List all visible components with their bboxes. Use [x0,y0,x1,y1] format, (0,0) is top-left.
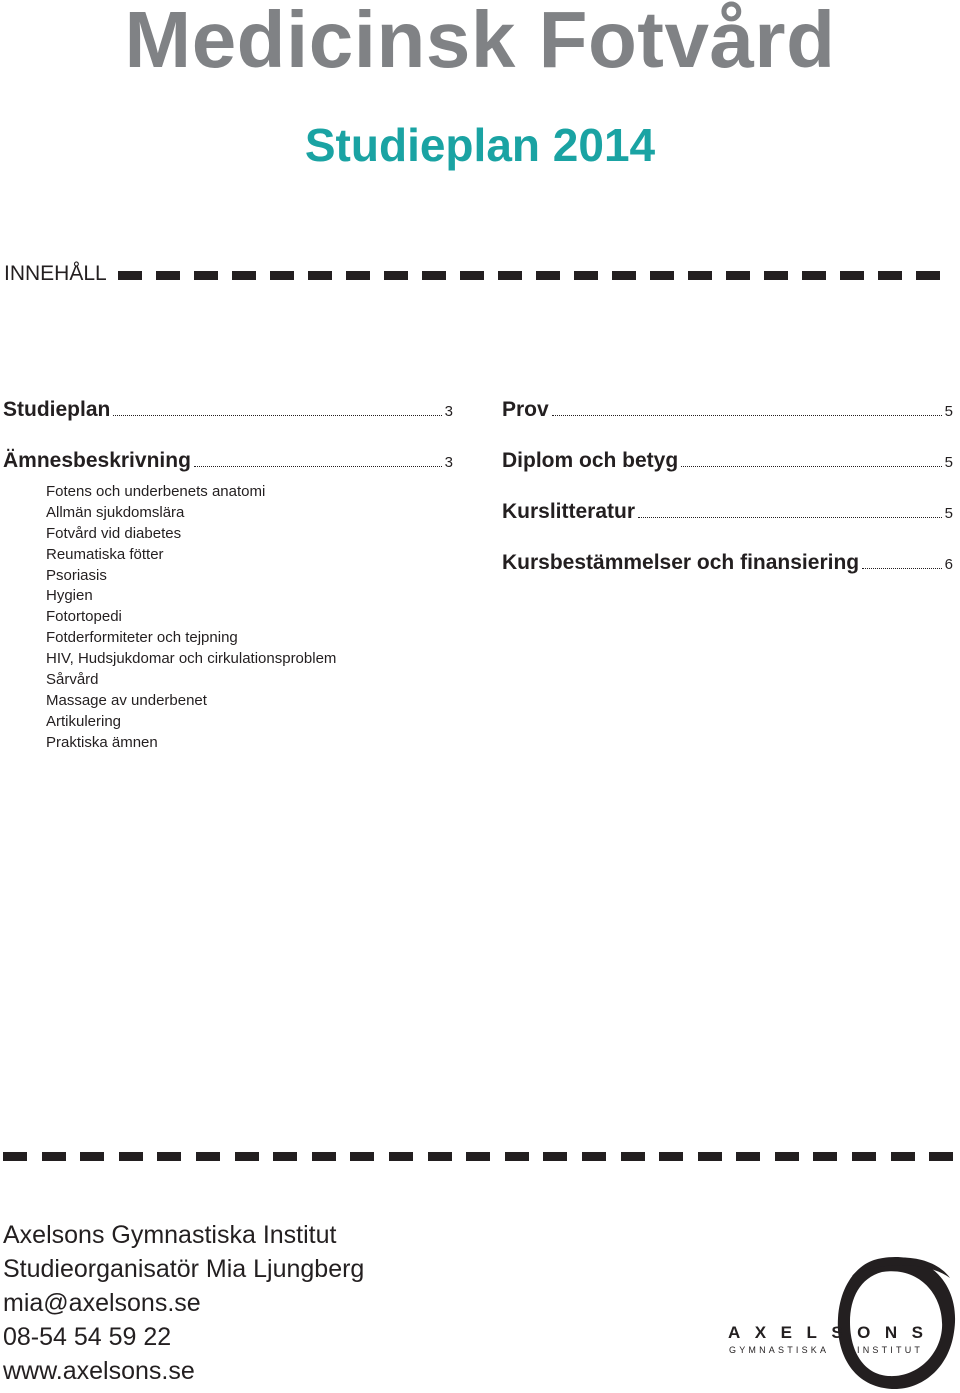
dash-segment [466,1152,490,1161]
toc-entry-diplom-och-betyg[interactable] [502,449,953,473]
dash-segment [460,271,484,280]
toc-leader-dots [862,568,942,569]
dash-segment [659,1152,683,1161]
dash-segment [232,271,256,280]
toc-subtopic[interactable]: Fotortopedi [46,608,122,626]
toc-subtopic[interactable]: Praktiska ämnen [46,733,158,751]
logo-wordmark [728,1323,938,1342]
toc-leader-dots [681,466,941,467]
dash-segment [726,271,750,280]
toc-entry-label: Kurslitteratur [502,500,636,523]
dash-segment [312,1152,336,1161]
dash-segment [3,1152,27,1161]
dash-segment [929,1152,953,1161]
toc-entry-page: 3 [444,454,453,471]
dash-segment [878,271,902,280]
dash-segment [764,271,788,280]
dash-segment [346,271,370,280]
toc-subtopic[interactable]: Reumatiska fötter [46,545,164,563]
toc-entry-label: Kursbestämmelser och finansiering [502,551,860,574]
dash-segment [621,1152,645,1161]
toc-entry-label: Prov [502,398,549,421]
dash-segment [916,271,940,280]
axelsons-logo [724,1252,960,1393]
dash-segment [273,1152,297,1161]
dash-segment [196,1152,220,1161]
contact-phone[interactable]: 08-54 54 59 22 [3,1323,172,1351]
toc-subtopic[interactable]: Fotderformiteter och tejpning [46,629,238,647]
toc-leader-dots [552,415,942,416]
dash-segment [235,1152,259,1161]
toc-subtopic[interactable]: Massage av underbenet [46,691,207,709]
dash-segment [270,271,294,280]
document-subtitle: Studieplan 2014 [304,119,656,171]
dash-segment [574,271,598,280]
toc-heading-row [4,262,107,286]
toc-subtopic[interactable]: Fotvård vid diabetes [46,524,182,542]
contact-email[interactable]: mia@axelsons.se [3,1289,201,1317]
toc-leader-dots [113,415,441,416]
toc-subtopic[interactable]: Allmän sjukdomslära [46,503,185,521]
dash-segment [650,271,674,280]
toc-entry-prov[interactable] [502,398,953,422]
dash-segment [42,1152,66,1161]
toc-entry-page: 5 [944,403,953,420]
dash-segment [891,1152,915,1161]
dash-segment [612,271,636,280]
contact-organization: Axelsons Gymnastiska Institut [3,1221,337,1249]
dash-segment [428,1152,452,1161]
dash-segment [194,271,218,280]
toc-subtopic[interactable]: Psoriasis [46,566,107,584]
toc-entry-label: Ämnesbeskrivning [3,449,191,472]
logo-line2-text: INSTITUT [857,1345,924,1355]
dash-segment [118,271,142,280]
toc-subtopic[interactable]: Fotens och underbenets anatomi [46,483,266,500]
dash-segment [840,271,864,280]
dash-segment [80,1152,104,1161]
toc-entry-page: 6 [944,556,953,573]
dash-segment [422,271,446,280]
toc-subtopic[interactable]: HIV, Hudsjukdomar och cirkulationsproblem [46,650,337,668]
toc-entry-label: Diplom och betyg [502,449,679,472]
toc-entry-kursbestammelser[interactable] [502,551,953,575]
dash-segment [119,1152,143,1161]
toc-entry-page: 3 [444,403,453,420]
dash-segment [350,1152,374,1161]
toc-subtopic[interactable]: Sårvård [46,671,99,689]
dash-segment [736,1152,760,1161]
contact-organizer: Studieorganisatör Mia Ljungberg [3,1255,365,1283]
toc-subtopic-list [46,482,336,754]
contact-block [3,1218,364,1388]
logo-wordmark-text: AXELSONS [728,1323,938,1342]
dash-segment [802,271,826,280]
toc-entry-amnesbeskrivning[interactable] [3,449,453,473]
dash-segment [156,271,180,280]
toc-dashed-rule [118,271,952,280]
toc-entry-kurslitteratur[interactable] [502,500,953,524]
toc-subtopic[interactable]: Artikulering [46,712,122,730]
dash-segment [698,1152,722,1161]
document-title: Medicinsk Fotvård [124,0,836,84]
toc-leader-dots [194,466,442,467]
toc-entry-page: 5 [944,454,953,471]
toc-entry-label: Studieplan [3,398,111,421]
dash-segment [505,1152,529,1161]
footer-dashed-rule [3,1152,953,1161]
toc-subtopic[interactable]: Hygien [46,587,93,605]
dash-segment [157,1152,181,1161]
dash-segment [813,1152,837,1161]
dash-segment [775,1152,799,1161]
logo-line1-text: GYMNASTISKA [729,1345,830,1355]
toc-heading: INNEHÅLL [4,262,107,285]
dash-segment [688,271,712,280]
dash-segment [384,271,408,280]
toc-entry-page: 5 [944,505,953,522]
logo-line2 [857,1345,923,1355]
dash-segment [582,1152,606,1161]
dash-segment [543,1152,567,1161]
dash-segment [308,271,332,280]
logo-line1 [729,1345,829,1355]
dash-segment [498,271,522,280]
dash-segment [852,1152,876,1161]
toc-entry-studieplan[interactable] [3,398,453,422]
dash-segment [389,1152,413,1161]
dash-segment [536,271,560,280]
contact-website[interactable]: www.axelsons.se [3,1357,195,1385]
toc-leader-dots [638,517,942,518]
